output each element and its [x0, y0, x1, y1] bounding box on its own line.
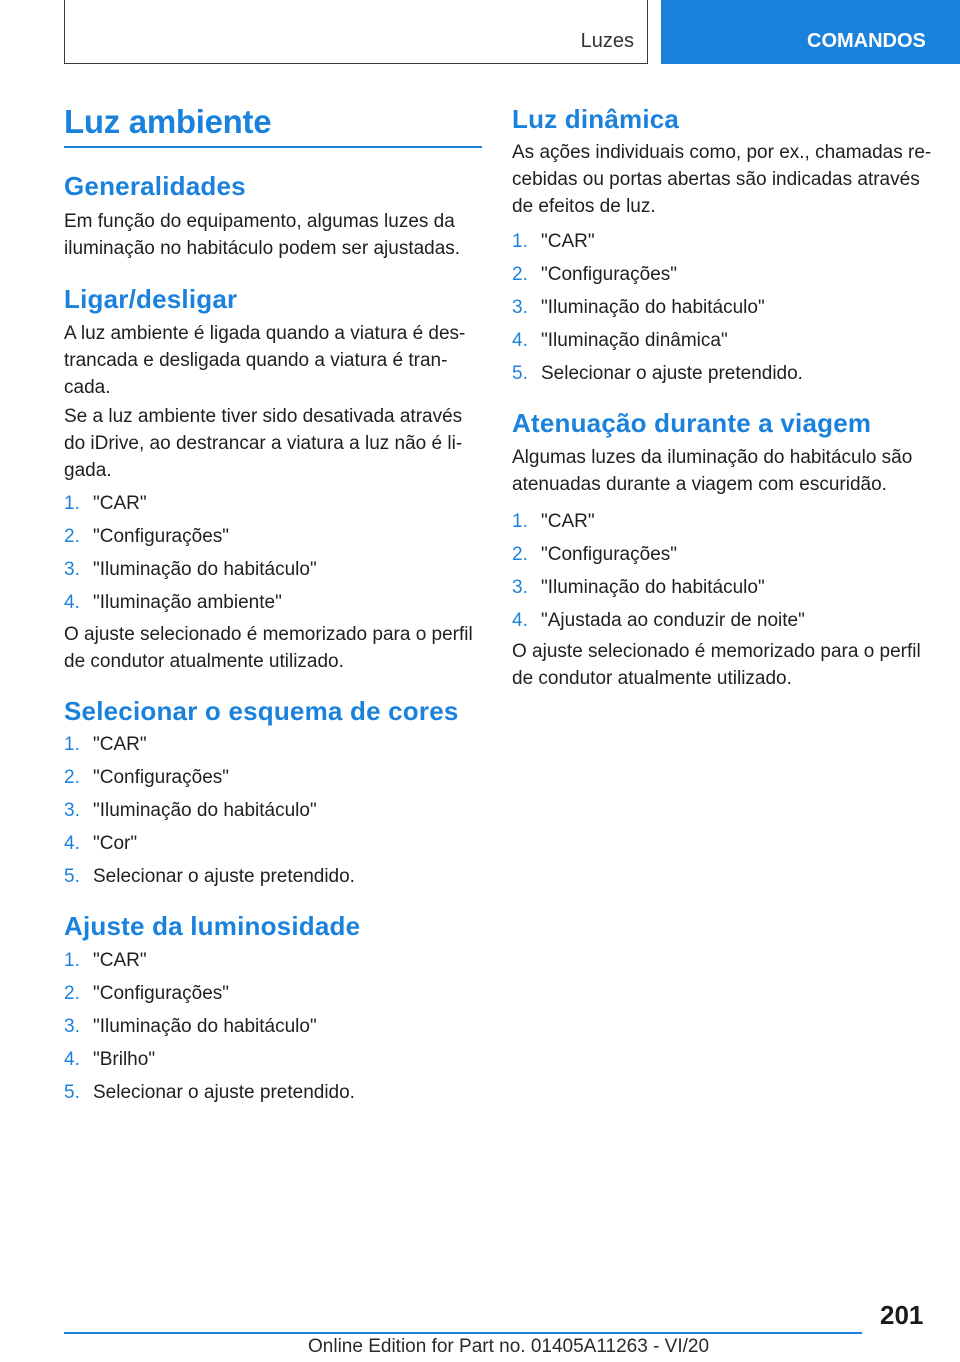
- step-number: 1.: [64, 493, 80, 514]
- step-number: 2.: [64, 983, 80, 1004]
- list-item: [512, 360, 803, 393]
- list-item: [64, 980, 355, 1013]
- footer-rule: [64, 1332, 862, 1334]
- list-item: [64, 797, 355, 830]
- step-text: "Iluminação do habitáculo": [93, 800, 317, 821]
- list-item: [64, 589, 317, 622]
- step-number: 2.: [64, 767, 80, 788]
- step-number: 5.: [64, 1082, 80, 1103]
- step-number: 3.: [64, 559, 80, 580]
- text-line: Algumas luzes da iluminação do habitáculo são: [512, 447, 913, 468]
- heading-esquema-cores: Selecionar o esquema de cores: [64, 696, 459, 726]
- heading-ligar-desligar: Ligar/desligar: [64, 284, 238, 314]
- step-number: 1.: [512, 231, 528, 252]
- step-number: 4.: [512, 330, 528, 351]
- footer-edition-text: Online Edition for Part no. 01405A11263 - VI/20: [308, 1336, 710, 1357]
- list-item: [64, 830, 355, 863]
- list-item: [64, 523, 317, 556]
- dinamica-steps: [512, 228, 803, 393]
- text-line: O ajuste selecionado é memorizado para o perfil: [64, 624, 473, 645]
- list-item: [64, 556, 317, 589]
- text-line: Em função do equipamento, algumas luzes da: [64, 211, 455, 232]
- text-line: A luz ambiente é ligada quando a viatura é des-: [64, 323, 466, 344]
- luminosidade-steps: [64, 947, 355, 1112]
- step-text: "CAR": [541, 511, 595, 532]
- list-item: [512, 508, 805, 541]
- text-line: de condutor atualmente utilizado.: [64, 651, 344, 672]
- title-rule: [64, 146, 482, 148]
- atenuacao-note: [512, 638, 921, 692]
- heading-luz-dinamica: Luz dinâmica: [512, 104, 680, 134]
- ligar-steps: [64, 490, 317, 622]
- step-text: "Configurações": [93, 983, 230, 1004]
- page-title: Luz ambiente: [64, 103, 272, 140]
- step-number: 3.: [64, 1016, 80, 1037]
- text-line: O ajuste selecionado é memorizado para o perfil: [512, 641, 921, 662]
- dinamica-text: [512, 139, 931, 220]
- step-text: "Configurações": [93, 526, 230, 547]
- header-section-title: Luzes: [580, 30, 634, 52]
- step-number: 3.: [512, 577, 528, 598]
- step-text: "CAR": [541, 231, 595, 252]
- atenuacao-steps: [512, 508, 805, 640]
- step-text: Selecionar o ajuste pretendido.: [93, 866, 355, 887]
- step-number: 2.: [512, 544, 528, 565]
- step-text: "Ajustada ao conduzir de noite": [541, 610, 805, 631]
- heading-generalidades: Generalidades: [64, 171, 246, 201]
- step-number: 3.: [512, 297, 528, 318]
- step-number: 1.: [64, 950, 80, 971]
- ligar-text-1: [64, 320, 465, 401]
- step-text: "Iluminação ambiente": [93, 592, 282, 613]
- heading-atenuacao: Atenuação durante a viagem: [512, 408, 872, 438]
- list-item: [512, 607, 805, 640]
- list-item: [512, 261, 803, 294]
- text-line: gada.: [64, 460, 112, 481]
- list-item: [512, 541, 805, 574]
- text-line: cada.: [64, 377, 111, 398]
- step-text: "CAR": [93, 734, 147, 755]
- list-item: [512, 574, 805, 607]
- list-item: [512, 228, 803, 261]
- heading-luminosidade: Ajuste da luminosidade: [64, 911, 361, 941]
- step-number: 4.: [64, 1049, 80, 1070]
- generalidades-text: [64, 208, 460, 262]
- header-chapter-tab: [661, 0, 960, 64]
- list-item: [64, 1013, 355, 1046]
- step-number: 2.: [512, 264, 528, 285]
- step-text: Selecionar o ajuste pretendido.: [93, 1082, 355, 1103]
- header-chapter-label: COMANDOS: [807, 30, 926, 52]
- step-number: 4.: [64, 592, 80, 613]
- list-item: [64, 731, 355, 764]
- step-text: "Iluminação do habitáculo": [541, 577, 765, 598]
- list-item: [512, 327, 803, 360]
- cores-steps: [64, 731, 355, 896]
- step-number: 4.: [64, 833, 80, 854]
- step-number: 5.: [64, 866, 80, 887]
- step-text: "Iluminação do habitáculo": [541, 297, 765, 318]
- step-number: 4.: [512, 610, 528, 631]
- step-text: "Configurações": [541, 264, 678, 285]
- list-item: [64, 1046, 355, 1079]
- text-line: do iDrive, ao destrancar a viatura a luz não é li-: [64, 433, 463, 454]
- list-item: [64, 863, 355, 896]
- ligar-note: [64, 621, 473, 675]
- text-line: As ações individuais como, por ex., chamadas re-: [512, 142, 932, 163]
- text-line: trancada e desligada quando a viatura é tran-: [64, 350, 448, 371]
- text-line: atenuadas durante a viagem com escuridão.: [512, 474, 887, 495]
- ligar-text-2: [64, 403, 462, 484]
- step-text: "CAR": [93, 950, 147, 971]
- step-number: 1.: [64, 734, 80, 755]
- header-frame: [64, 0, 648, 64]
- text-line: cebidas ou portas abertas são indicadas através: [512, 169, 920, 190]
- list-item: [64, 947, 355, 980]
- step-text: Selecionar o ajuste pretendido.: [541, 363, 803, 384]
- step-text: "Iluminação do habitáculo": [93, 559, 317, 580]
- step-number: 3.: [64, 800, 80, 821]
- step-text: "Cor": [93, 833, 138, 854]
- step-text: "Iluminação do habitáculo": [93, 1016, 317, 1037]
- page-number: 201: [880, 1300, 924, 1330]
- step-text: "Brilho": [93, 1049, 156, 1070]
- step-number: 5.: [512, 363, 528, 384]
- text-line: de condutor atualmente utilizado.: [512, 668, 792, 689]
- atenuacao-text: [512, 444, 912, 498]
- step-text: "Configurações": [93, 767, 230, 788]
- list-item: [64, 490, 317, 523]
- list-item: [64, 764, 355, 797]
- step-text: "CAR": [93, 493, 147, 514]
- step-text: "Iluminação dinâmica": [541, 330, 728, 351]
- step-number: 2.: [64, 526, 80, 547]
- step-number: 1.: [512, 511, 528, 532]
- text-line: de efeitos de luz.: [512, 196, 656, 217]
- text-line: Se a luz ambiente tiver sido desativada através: [64, 406, 463, 427]
- step-text: "Configurações": [541, 544, 678, 565]
- list-item: [64, 1079, 355, 1112]
- list-item: [512, 294, 803, 327]
- text-line: iluminação no habitáculo podem ser ajustadas.: [64, 238, 461, 259]
